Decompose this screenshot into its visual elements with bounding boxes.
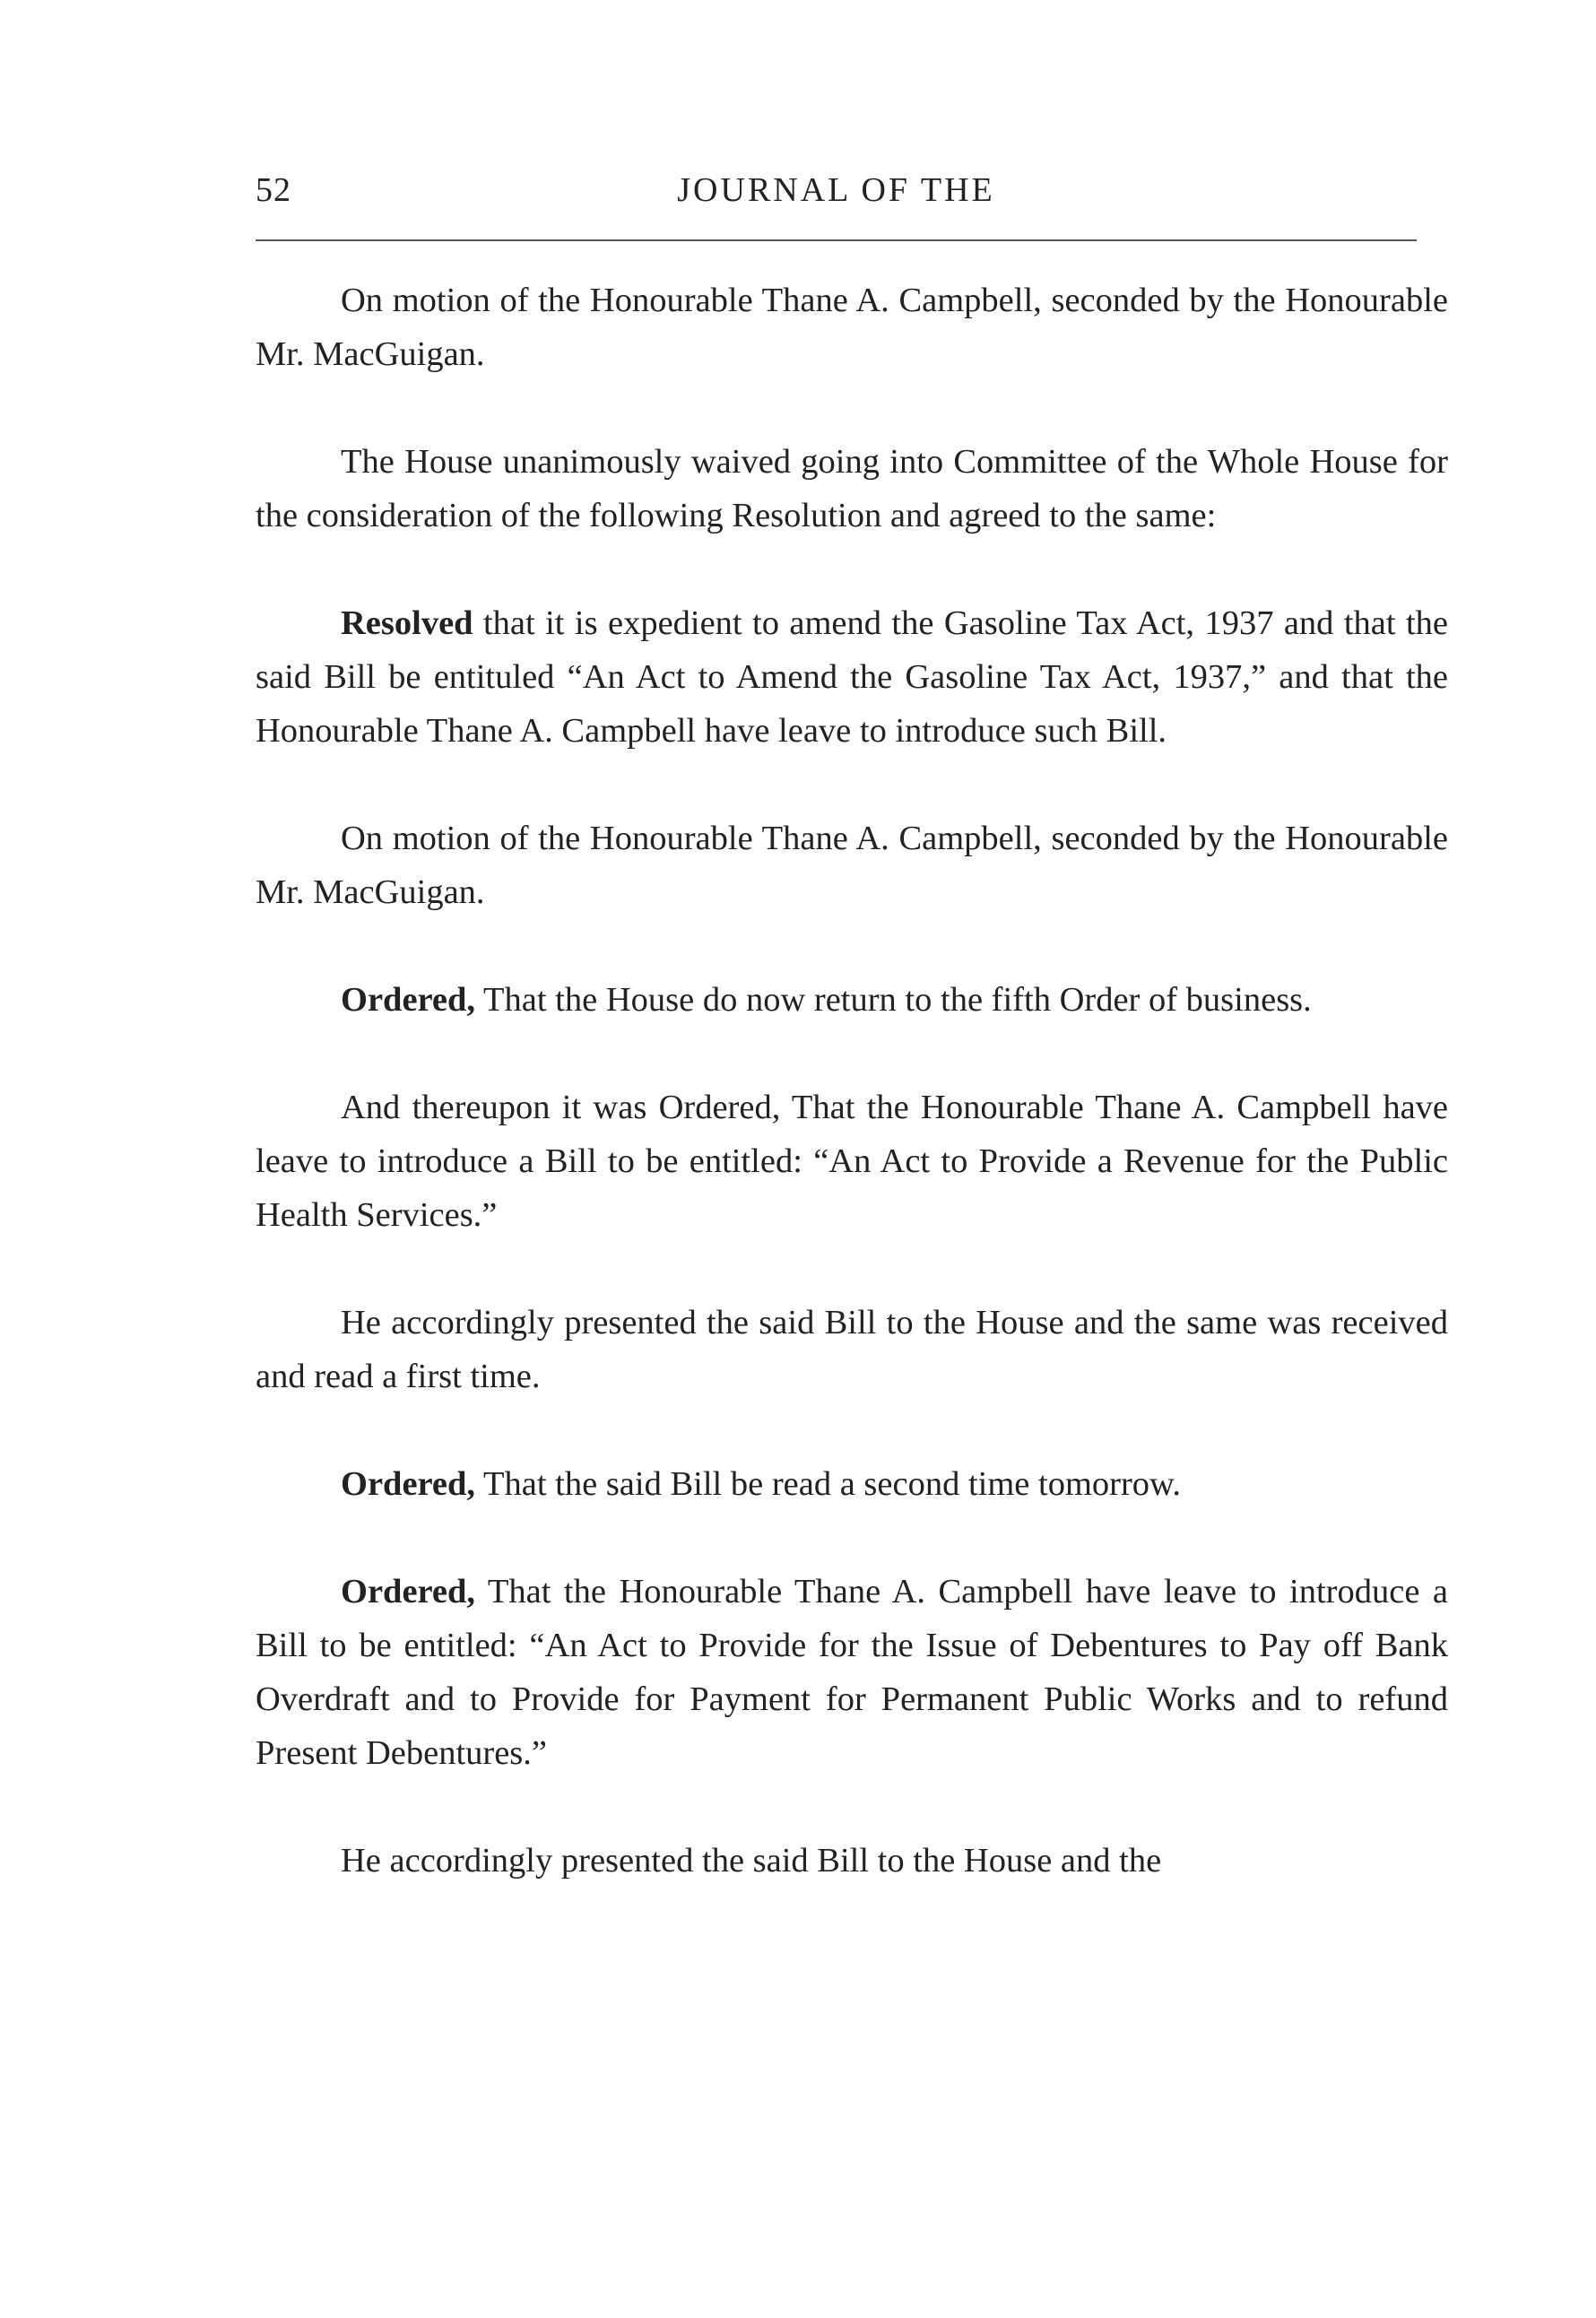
paragraph-first-reading <box>256 1296 1448 1403</box>
paragraph-motion-1 <box>256 273 1448 381</box>
paragraph-second-reading <box>256 1457 1448 1511</box>
paragraph-lead: Ordered, <box>341 981 476 1019</box>
journal-body <box>256 273 1448 1888</box>
page-header <box>256 170 1417 233</box>
paragraph-presented <box>256 1834 1448 1888</box>
running-head: JOURNAL OF THE <box>677 171 995 209</box>
paragraph-lead: Resolved <box>341 604 473 642</box>
paragraph-text: He accordingly presented the said Bill to the House and the <box>341 1842 1162 1880</box>
paragraph-text: And thereupon it was Ordered, That the Honourable Thane A. Campbell have leave to introduce a Bill to be entitled: “An Act to Provide a Revenue for the Public Health Services.” <box>256 1089 1448 1234</box>
paragraph-debentures-bill <box>256 1565 1448 1780</box>
paragraph-text: On motion of the Honourable Thane A. Campbell, seconded by the Honourable Mr. MacGuigan. <box>256 282 1448 373</box>
paragraph-lead: Ordered, <box>341 1573 476 1610</box>
header-rule <box>256 239 1417 241</box>
paragraph-text: That the House do now return to the fifth Order of business. <box>475 981 1312 1019</box>
paragraph-text: On motion of the Honourable Thane A. Campbell, seconded by the Honourable Mr. MacGuigan. <box>256 820 1448 911</box>
paragraph-health-bill <box>256 1081 1448 1242</box>
paragraph-motion-2 <box>256 812 1448 919</box>
paragraph-text: that it is expedient to amend the Gasoline Tax Act, 1937 and that the said Bill be entituled “An Act to Amend the Gasoline Tax Act, 1937,” and that the Honourable Thane A. Campbell have leave to introduce such Bill. <box>256 604 1448 750</box>
paragraph-ordered-return <box>256 973 1448 1027</box>
paragraph-text: He accordingly presented the said Bill to the House and the same was received and read a first time. <box>256 1304 1448 1395</box>
paragraph-lead: Ordered, <box>341 1465 476 1503</box>
paragraph-text: That the said Bill be read a second time tomorrow. <box>475 1465 1181 1503</box>
paragraph-text: That the Honourable Thane A. Campbell have leave to introduce a Bill to be entitled: “An Act to Provide for the Issue of Debentures to Pay off Bank Overdraft and to Provide for Payment for Permanent Public Works and to refund Present Debentures.” <box>256 1573 1448 1772</box>
page-number: 52 <box>256 171 291 209</box>
paragraph-resolved <box>256 596 1448 758</box>
paragraph-text: The House unanimously waived going into Committee of the Whole House for the consideration of the following Resolution and agreed to the same: <box>256 443 1448 534</box>
paragraph-committee-waived <box>256 435 1448 543</box>
